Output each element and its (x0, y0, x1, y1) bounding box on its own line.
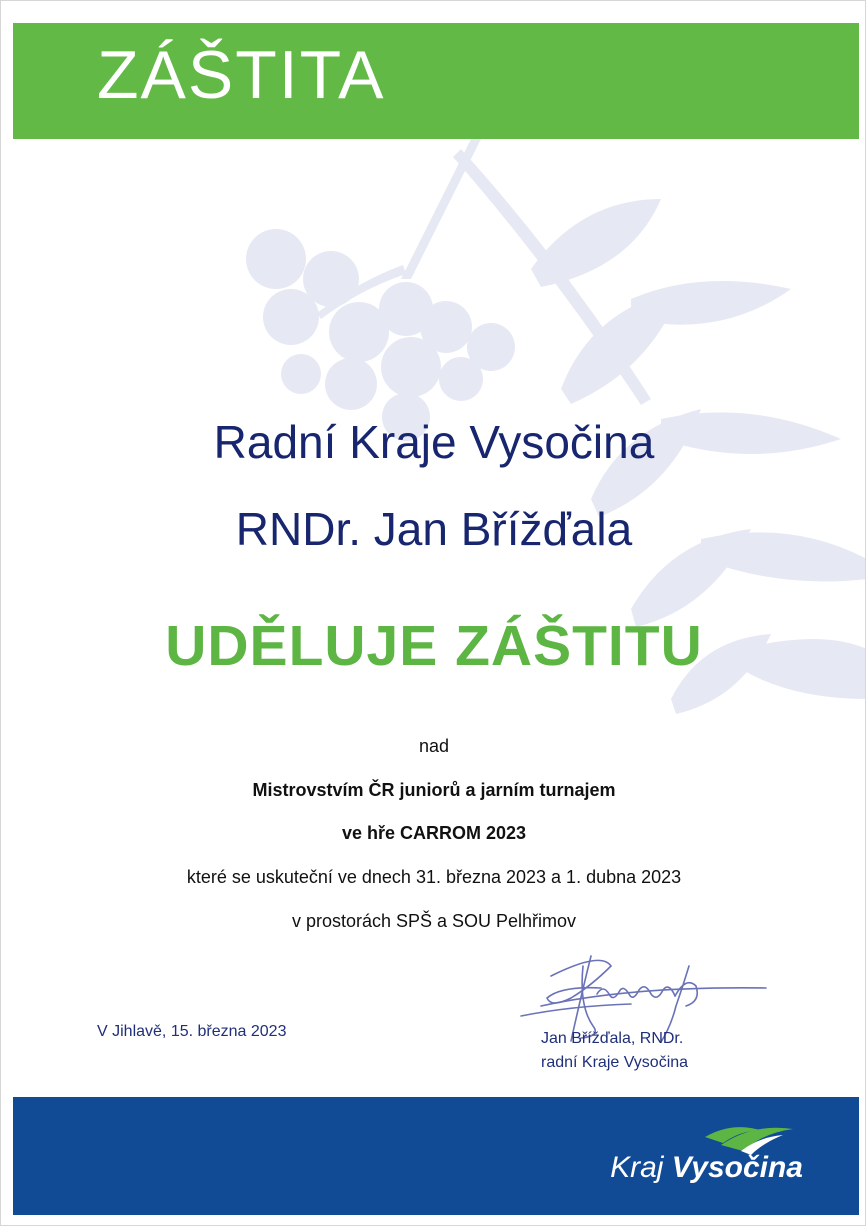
logo-kraj: Kraj (610, 1151, 664, 1184)
headline: UDĚLUJE ZÁŠTITU (165, 614, 703, 678)
role-line: Radní Kraje Vysočina (213, 416, 655, 468)
name-line: RNDr. Jan Břížďala (235, 503, 633, 555)
signer-name: Jan Břížďala, RNDr. (541, 1030, 684, 1047)
nad-text: nad (418, 736, 450, 756)
event-place: v prostorách SPŠ a SOU Pelhřimov (291, 911, 577, 931)
date-place: V Jihlavě, 15. března 2023 (97, 1023, 287, 1040)
vysocina-logo (610, 1151, 803, 1185)
header-band (13, 23, 859, 139)
header-title: ZÁŠTITA (97, 37, 386, 113)
vysocina-logo-icon (703, 1121, 795, 1155)
event-line-2: ve hře CARROM 2023 (341, 823, 527, 843)
signer-title: radní Kraje Vysočina (541, 1054, 689, 1071)
signer-block (541, 1027, 688, 1075)
event-line-1: Mistrovstvím ČR juniorů a jarním turnajem (252, 780, 616, 800)
event-dates: které se uskuteční ve dnech 31. března 2023 a 1. dubna 2023 (186, 867, 682, 887)
logo-vysocina: Vysočina (671, 1151, 803, 1184)
